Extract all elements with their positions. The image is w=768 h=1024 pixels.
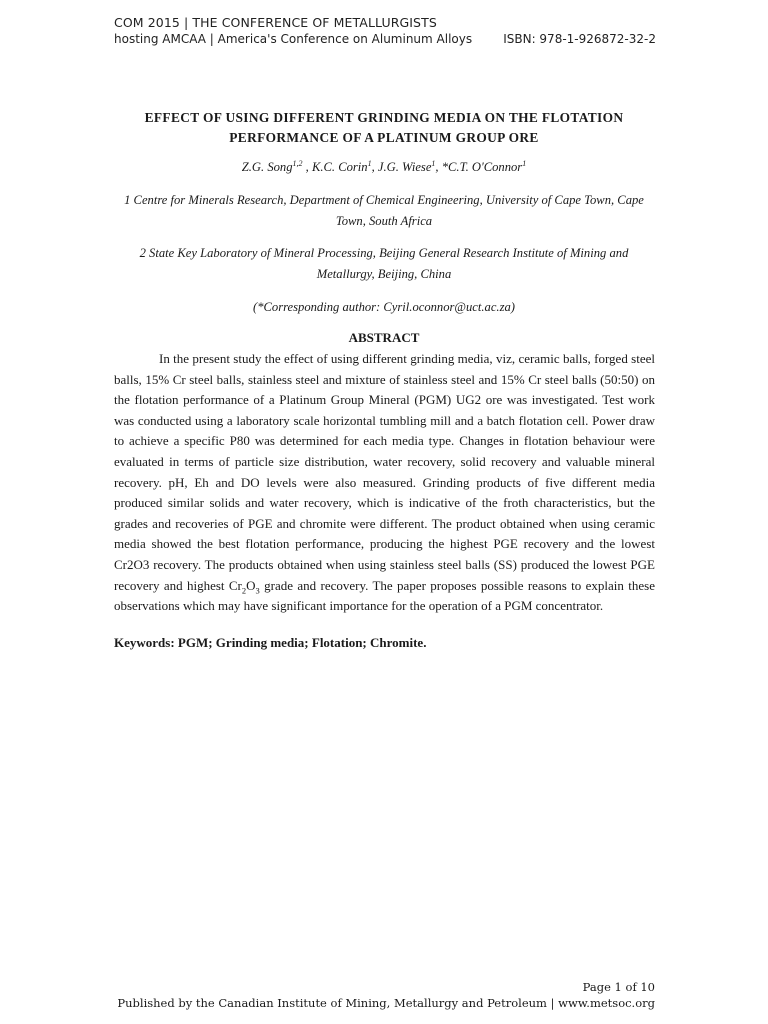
title-line-2: PERFORMANCE OF A PLATINUM GROUP ORE xyxy=(229,129,539,145)
author-1-affil: 1,2 xyxy=(292,158,303,168)
title-line-1: EFFECT OF USING DIFFERENT GRINDING MEDIA ON THE FLOTATION xyxy=(144,110,624,125)
page-number: Page 1 of 10 xyxy=(582,980,655,994)
author-4-affil: 1 xyxy=(522,158,527,168)
affiliation-1-line-1: 1 Centre for Minerals Research, Department of Chemical Engineering, University of Cape Town, Cape xyxy=(124,193,644,207)
abstract-text xyxy=(114,349,655,617)
conference-name: COM 2015 | THE CONFERENCE OF METALLURGISTS xyxy=(114,15,437,30)
affiliation-2-line-1: 2 State Key Laboratory of Mineral Processing, Beijing General Research Institute of Mining and xyxy=(139,246,629,260)
abstract-heading: ABSTRACT xyxy=(348,330,420,345)
hosting-info: hosting AMCAA | America's Conference on Aluminum Alloys xyxy=(114,32,473,46)
isbn: ISBN: 978-1-926872-32-2 xyxy=(503,32,656,46)
author-list xyxy=(114,158,654,176)
page-header xyxy=(114,14,656,48)
abstract-part-1: In the present study the effect of using different grinding media, viz, ceramic balls, forged steel balls, 15% Cr steel balls, stainless steel and mixture of stainless steel and 15% Cr steel balls (50:50) on the flotation performance of a Platinum Group Mineral (PGM) UG2 ore was investigated. Test work was conducted using a laboratory scale horizontal tumbling mill and a batch flotation cell. Power draw to achieve a specific P80 was determined for each media type. Changes in flotation behaviour were evaluated in terms of particle size distribution, water recovery, solid recovery and valuable mineral recovery. pH, Eh and DO levels were also measured. Grinding products of five different media produced similar solids and water recovery, which is indicative of the froth characteristics, but the grades and recoveries of PGE and chromite were different. The product obtained when using ceramic media showed the best flotation performance, producing the highest PGE recovery and the lowest Cr2O3 recovery. The products obtained when using stainless steel balls (SS) produced the lowest PGE recovery and highest Cr xyxy=(114,351,655,593)
header-subline xyxy=(114,31,656,48)
keywords: Keywords: PGM; Grinding media; Flotation; Chromite. xyxy=(114,635,427,650)
affiliation-1-line-2: Town, South Africa xyxy=(335,214,433,228)
author-3: , J.G. Wiese xyxy=(371,160,432,174)
abstract-sub-2: 3 xyxy=(255,585,260,596)
author-3-affil: 1 xyxy=(431,158,436,168)
author-2-affil: 1 xyxy=(367,158,372,168)
corresponding-author: (*Corresponding author: Cyril.oconnor@uct.ac.za) xyxy=(253,300,515,314)
abstract-sub-1: 2 xyxy=(241,585,247,596)
author-1: Z.G. Song xyxy=(241,160,293,174)
author-4: , *C.T. O'Connor xyxy=(435,160,523,174)
affiliation-2 xyxy=(114,243,654,285)
affiliation-1 xyxy=(114,190,654,232)
abstract-part-3: grade and recovery. The paper proposes possible reasons to explain these observations which may have significant importance for the operation of a PGM concentrator. xyxy=(114,577,655,614)
paper-title xyxy=(114,108,654,147)
author-2: , K.C. Corin xyxy=(302,160,368,174)
publisher-footer: Published by the Canadian Institute of Mining, Metallurgy and Petroleum | www.metsoc.org xyxy=(117,996,655,1010)
abstract-part-2: O xyxy=(246,577,256,593)
affiliation-2-line-2: Metallurgy, Beijing, China xyxy=(316,267,452,281)
